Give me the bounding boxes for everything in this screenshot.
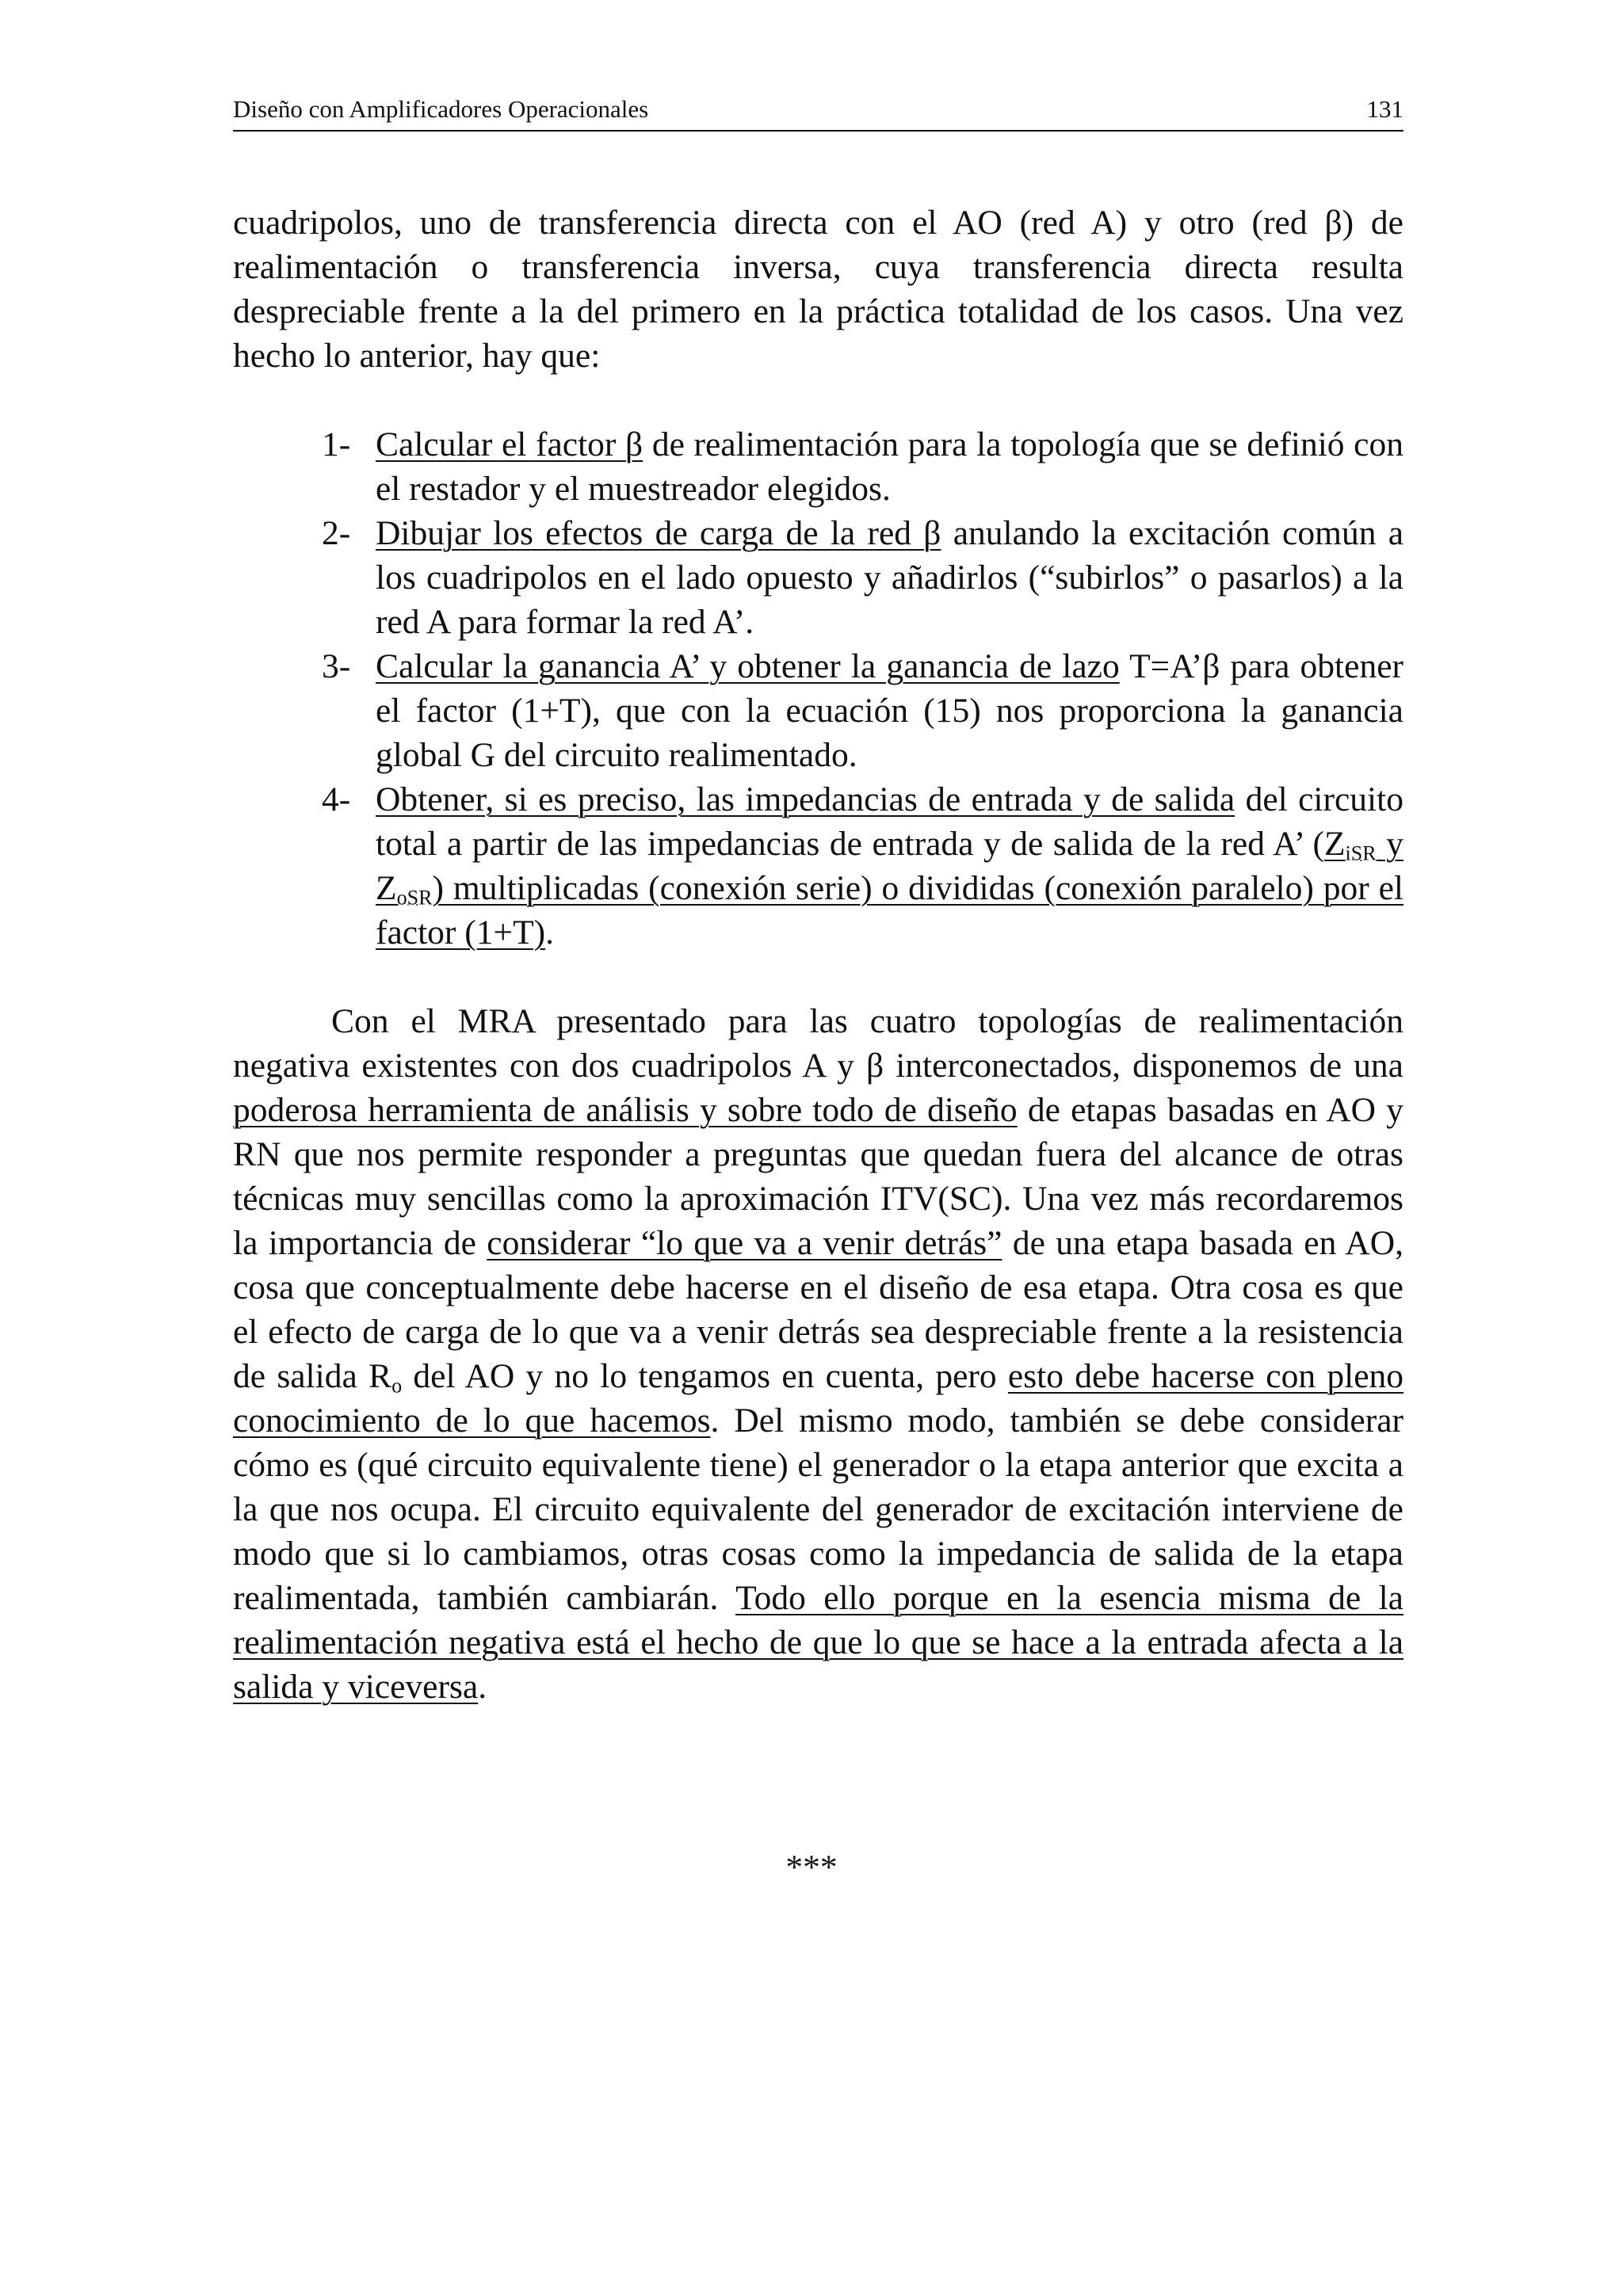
symbol-z: Z — [376, 869, 397, 907]
list-item-text: anulando la excitación común a los cuadripolos en el lado opuesto y añadirlos (“subirlos” o pasarlos) a la red A para formar la red A’. — [376, 514, 1404, 641]
list-item-text: del circuito total a partir de las impedancias de entrada y de salida de la red A’ ( — [376, 780, 1403, 863]
subscript: oSR — [396, 886, 433, 910]
list-item — [322, 422, 1403, 511]
page-number: 131 — [1366, 95, 1403, 123]
steps-list — [233, 422, 1403, 955]
text-run: Con el MRA presentado para las cuatro topologías de realimentación negativa existentes con dos cuadripolos A y β interconectados, disponemos de una — [233, 1002, 1403, 1085]
list-item-text: T=A’β para obtener el factor (1+T), que con la ecuación (15) nos proporciona la ganancia global G del circuito realimentado. — [376, 647, 1403, 774]
body-text — [233, 200, 1403, 1709]
header-title: Diseño con Amplificadores Operacionales — [233, 95, 649, 123]
text-run: del AO y no lo tengamos en cuenta, pero — [402, 1357, 1008, 1395]
list-item-number: 2- — [322, 514, 351, 552]
symbol-r: R — [369, 1357, 392, 1395]
underlined-text: Todo ello porque en la esencia misma de la realimentación negativa está el hecho de que lo que se hace a la entrada afecta a la salida y viceversa — [233, 1579, 1403, 1706]
underlined-text: esto debe hacerse con pleno conocimiento de lo que hacemos — [233, 1357, 1404, 1440]
text-run: de etapas basadas en AO y RN que nos permite responder a preguntas que quedan fuera del alcance de otras técnicas muy sencillas como la aproximación ITV(SC). Una vez más recordaremos la importancia de — [233, 1091, 1403, 1262]
running-header — [233, 93, 1403, 132]
section-end-mark: *** — [785, 1848, 838, 1886]
underlined-text: poderosa herramienta de análisis y sobre todo de diseño — [233, 1091, 1018, 1129]
underlined-text: Calcular el factor β — [376, 425, 643, 463]
list-item-number: 1- — [322, 425, 351, 463]
paragraph-intro: cuadripolos, uno de transferencia directa con el AO (red A) y otro (red β) de realimentación o transferencia inversa, cuya transferencia directa resulta despreciable frente a la del primero en la práctica totalidad de los casos. Una vez hecho lo anterior, hay que: — [233, 204, 1403, 375]
list-item — [322, 644, 1403, 777]
subscript: iSR — [1345, 841, 1377, 865]
underlined-text: ) multiplicadas (conexión serie) o divididas (conexión paralelo) por el factor (1+T) — [376, 869, 1403, 952]
underlined-text: considerar “lo que va a venir detrás” — [487, 1224, 1002, 1262]
symbol-z: Z — [1323, 825, 1346, 863]
paragraph-conclusion — [233, 999, 1403, 1709]
list-item — [322, 777, 1404, 955]
conjunction: y — [1376, 825, 1404, 863]
list-item-text: de realimentación para la topología que se definió con el restador y el muestreador elegidos. — [376, 425, 1403, 508]
underlined-text: Calcular la ganancia A’ y obtener la ganancia de lazo — [376, 647, 1120, 685]
list-item — [322, 511, 1404, 644]
underlined-text: Dibujar los efectos de carga de la red β — [376, 514, 941, 552]
text-run: . Del mismo modo, también se debe considerar cómo es (qué circuito equivalente tiene) el generador o la etapa anterior que excita a la que nos ocupa. El circuito equivalente del generador de excitación interviene de modo que si lo cambiamos, otras cosas como la impedancia de salida de la etapa realimentada, también cambiarán. — [233, 1402, 1403, 1617]
list-item-text: . — [545, 913, 554, 952]
text-run: de una etapa basada en AO, cosa que conceptualmente debe hacerse en el diseño de esa etapa. Otra cosa es que el efecto de carga de lo que va a venir detrás sea despreciable frente a la resistencia de salida — [233, 1224, 1404, 1395]
text-run: . — [478, 1668, 487, 1706]
list-item-number: 4- — [322, 780, 351, 818]
list-item-number: 3- — [322, 647, 351, 685]
underlined-text: Obtener, si es preciso, las impedancias de entrada y de salida — [376, 780, 1235, 818]
subscript: o — [391, 1374, 403, 1398]
